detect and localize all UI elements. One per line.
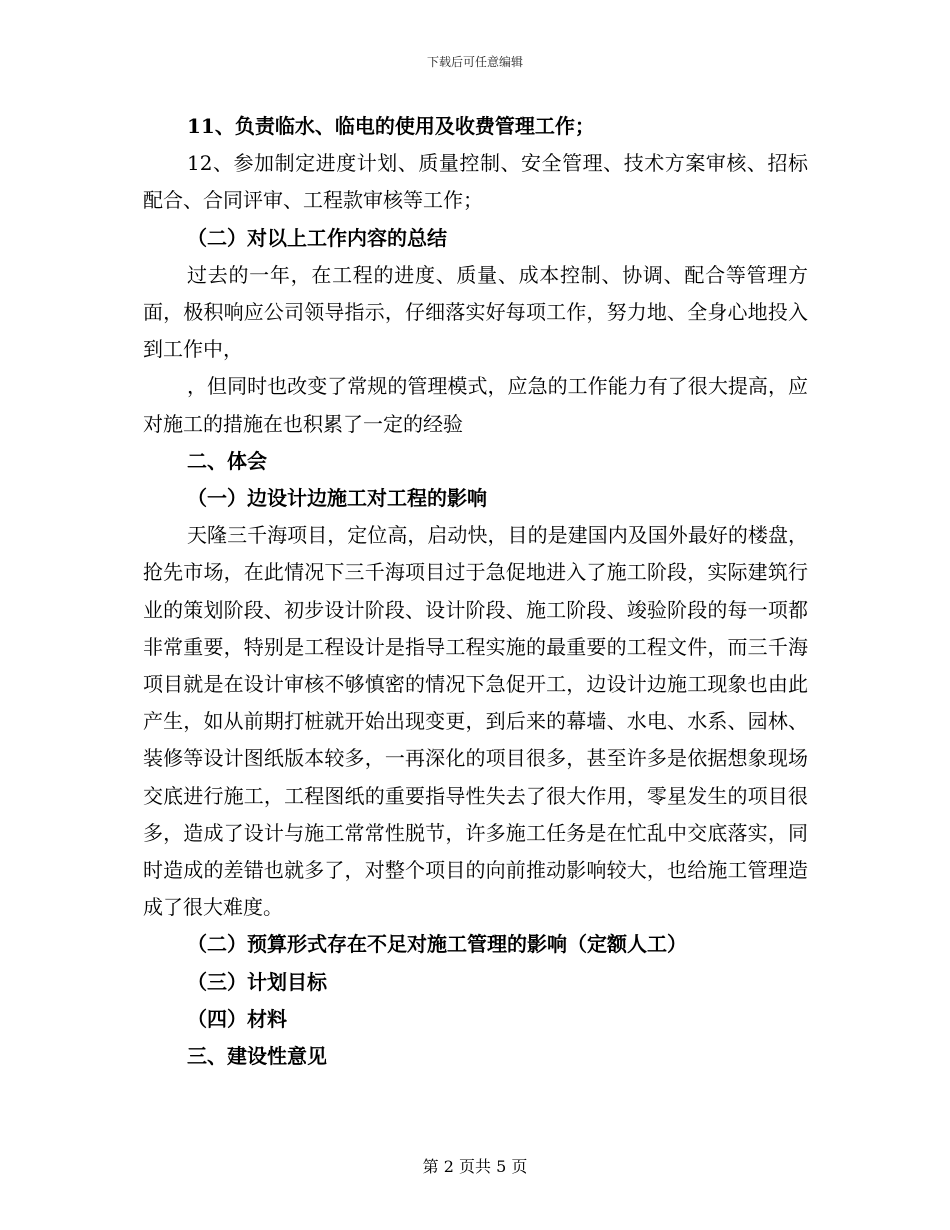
paragraph-summary-2: ，但同时也改变了常规的管理模式，应急的工作能力有了很大提高，应对施工的措施在也积累了一定的经验 xyxy=(143,374,808,436)
subsection-heading-materials: （四）材料 xyxy=(187,1006,287,1031)
subsection-heading-budget: （二）预算形式存在不足对施工管理的影响（定额人工） xyxy=(187,932,687,957)
list-item-11: 11、负责临水、临电的使用及收费管理工作； xyxy=(187,114,595,138)
paragraph-design-construction: 天隆三千海项目，定位高，启动快，目的是建国内及国外最好的楼盘，抢先市场，在此情况下三千海项目过于急促地进入了施工阶段，实际建筑行业的策划阶段、初步设计阶段、设计阶段、施工阶段、竣验阶段的每一项都非常重要，特别是工程设计是指导工程实施的最重要的工程文件，而三千海项目就是在设计审核不够慎密的情况下急促开工，边设计边施工现象也由此产生，如从前期打桩就开始出现变更，到后来的幕墙、水电、水系、园林、装修等设计图纸版本较多，一再深化的项目很多，甚至许多是依据想象现场交底进行施工，工程图纸的重要指导性失去了很大作用，零星发生的项目很多，造成了设计与施工常常性脱节，许多施工任务是在忙乱中交底落实，同时造成的差错也就多了，对整个项目的向前推动影响较大，也给施工管理造成了很大难度。 xyxy=(143,523,808,920)
page-header: 下载后可任意编辑 xyxy=(426,55,523,69)
page-footer: 第 2 页共 5 页 xyxy=(422,1157,528,1176)
list-item-12: 12、参加制定进度计划、质量控制、安全管理、技术方案审核、招标配合、合同评审、工程款审核等工作； xyxy=(143,151,808,213)
section-heading-experience: 二、体会 xyxy=(187,448,267,473)
subsection-heading-design-construction: （一）边设计边施工对工程的影响 xyxy=(187,486,487,511)
section-heading-suggestions: 三、建设性意见 xyxy=(187,1044,327,1069)
paragraph-summary-1: 过去的一年，在工程的进度、质量、成本控制、协调、配合等管理方面，极积响应公司领导指示，仔细落实好每项工作，努力地、全身心地投入到工作中， xyxy=(143,262,808,362)
section-heading-summary: （二）对以上工作内容的总结 xyxy=(187,225,447,250)
document-body xyxy=(143,108,808,1075)
subsection-heading-plan: （三）计划目标 xyxy=(187,969,327,994)
